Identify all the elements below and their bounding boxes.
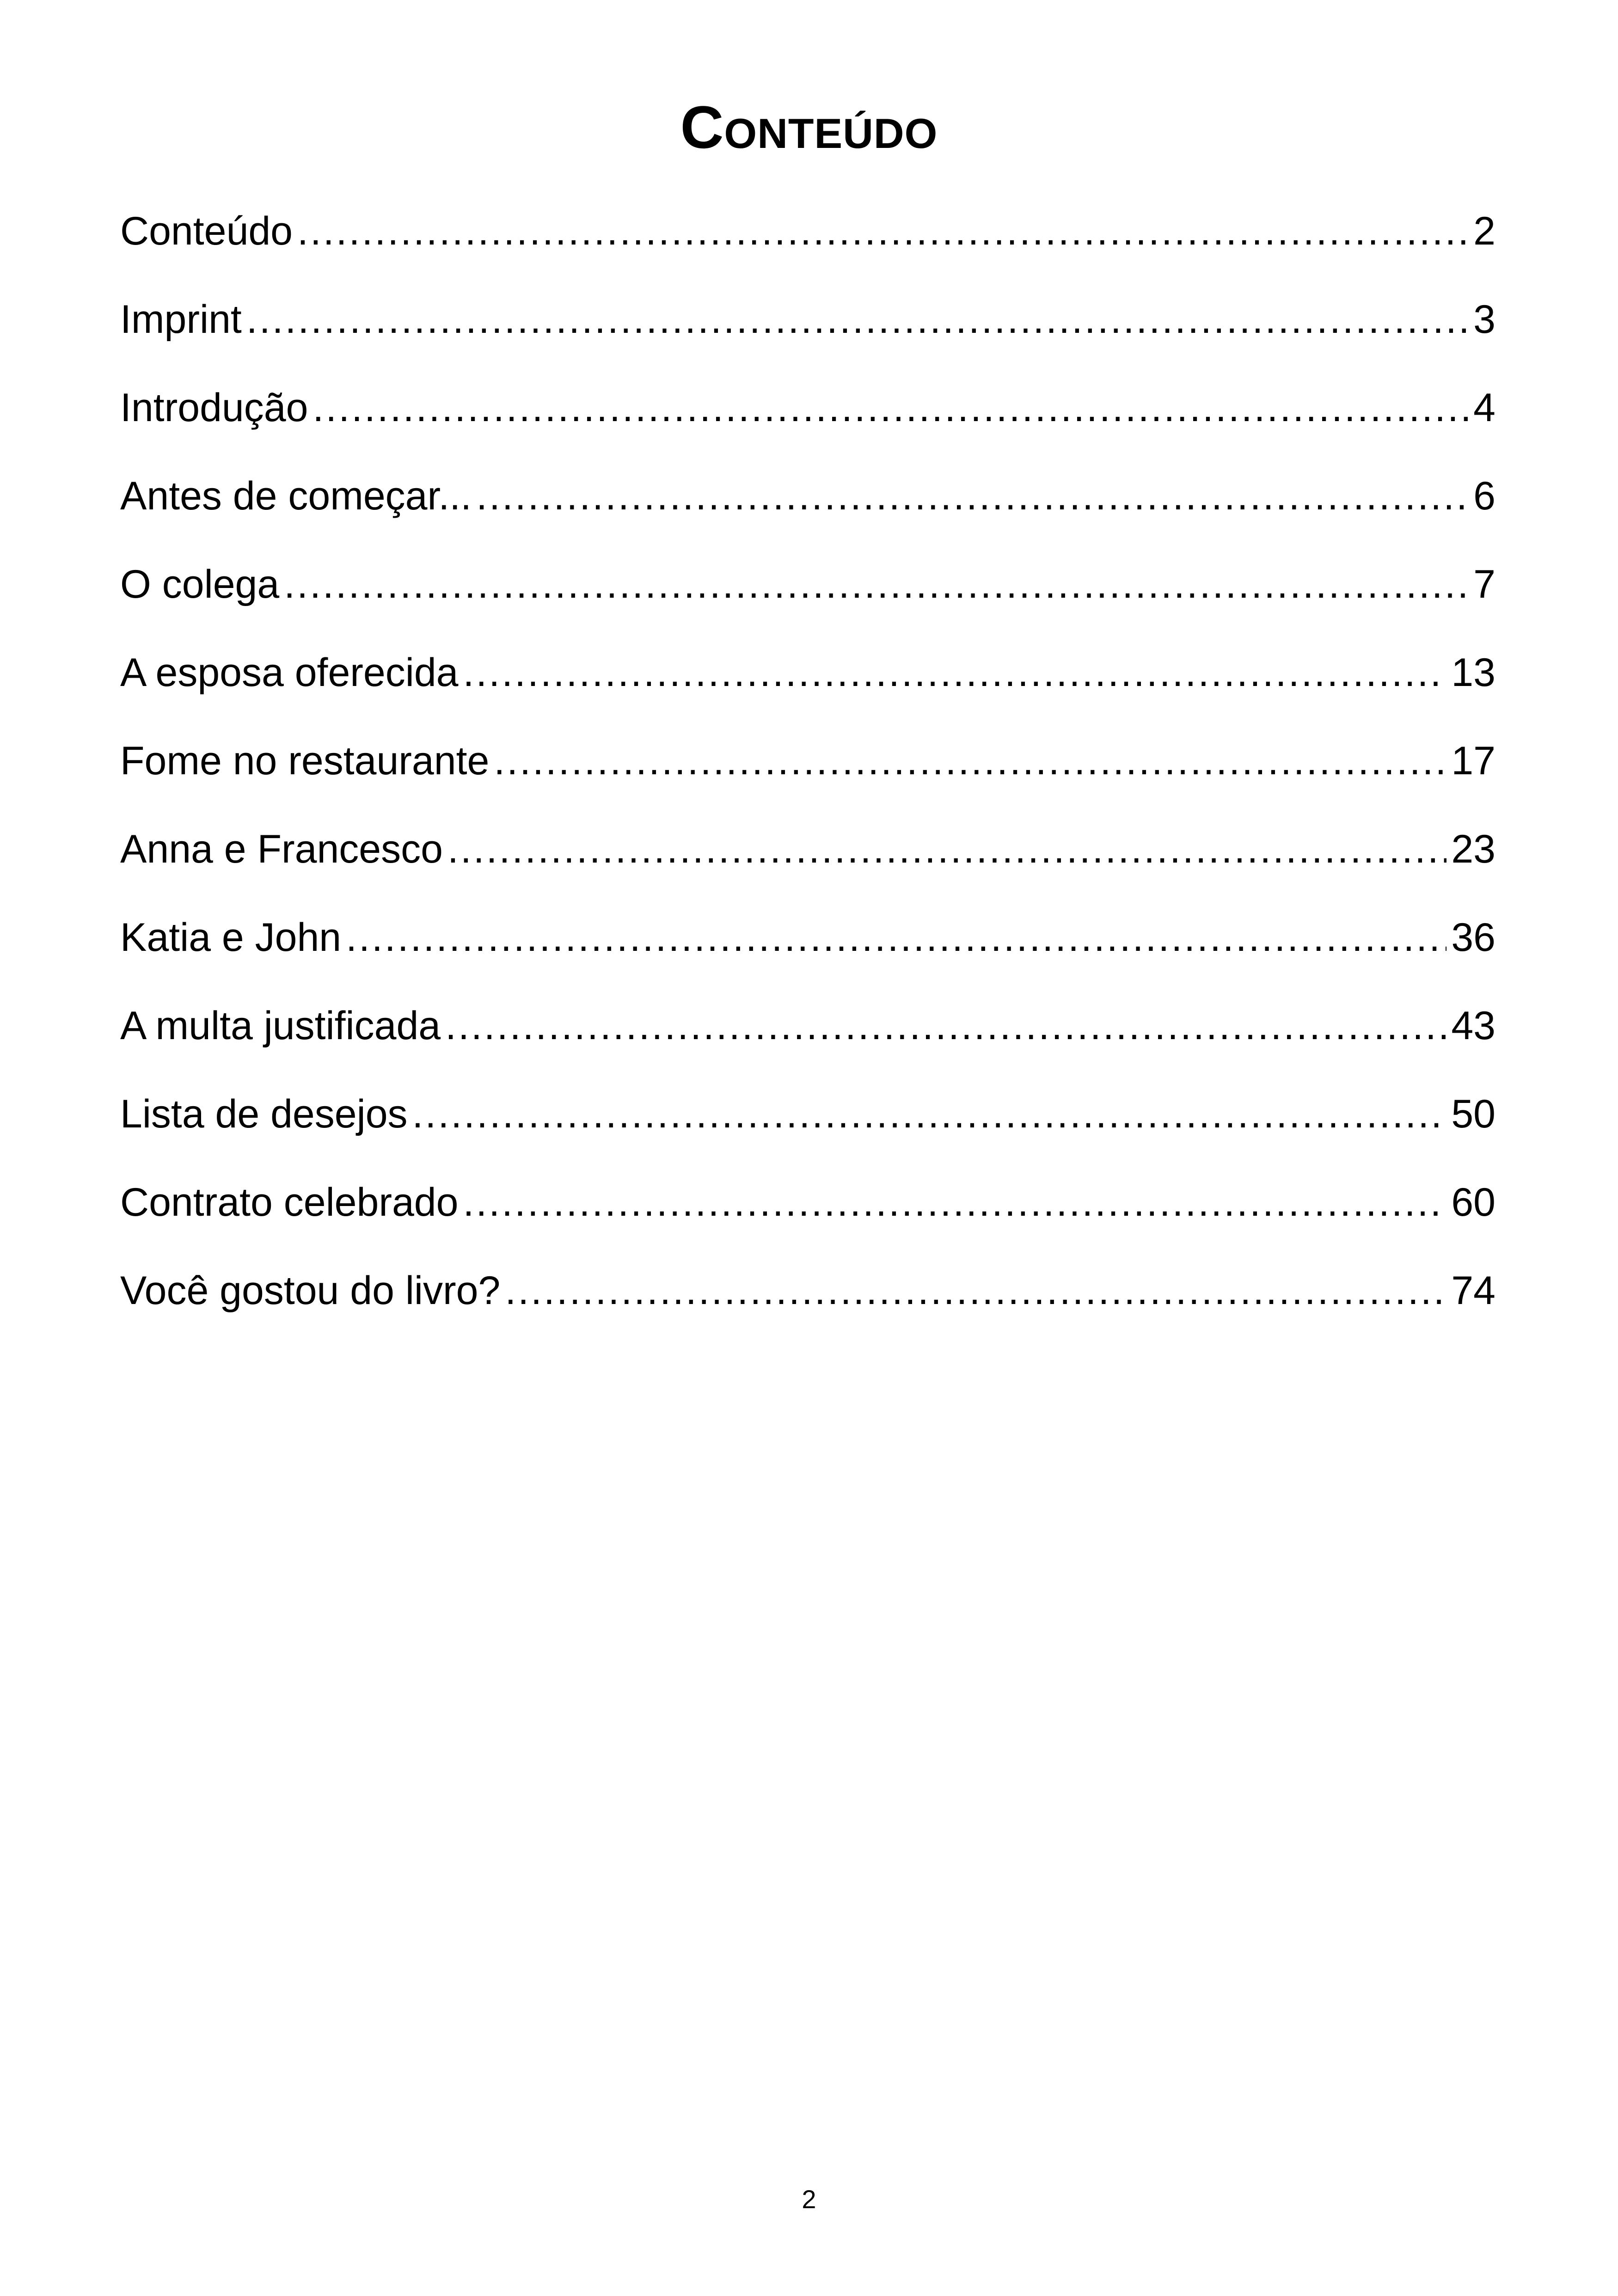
toc-entry-page: 50 [1451,1092,1495,1136]
toc-entry-page: 2 [1473,209,1495,253]
toc-dot-leader [346,900,1446,974]
toc-dot-leader [284,547,1469,621]
toc-entry-label: Introdução [120,386,308,430]
toc-entry-page: 3 [1473,297,1495,342]
toc-entry-label: Antes de começar... [120,474,472,518]
toc-entry[interactable] [120,194,1495,282]
toc-entry[interactable] [120,282,1495,371]
toc-entry-label: Katia e John [120,915,342,960]
toc-dot-leader [463,1165,1446,1239]
toc-dot-leader [476,459,1469,533]
toc-dot-leader [246,282,1469,356]
table-of-contents [120,194,1495,1342]
toc-entry-label: Lista de desejos [120,1092,408,1136]
page-title: Conteúdo [680,93,938,161]
toc-entry[interactable] [120,547,1495,636]
toc-entry-page: 74 [1451,1268,1495,1313]
toc-entry-label: Conteúdo [120,209,293,253]
toc-dot-leader [494,724,1446,798]
toc-entry-label: Fome no restaurante [120,739,490,783]
toc-entry[interactable] [120,900,1495,989]
toc-entry-page: 36 [1451,915,1495,960]
toc-entry-label: Contrato celebrado [120,1180,459,1225]
toc-entry-label: Anna e Francesco [120,827,443,871]
toc-dot-leader [297,194,1469,268]
toc-dot-leader [313,371,1469,445]
toc-dot-leader [447,812,1446,886]
toc-entry-page: 6 [1473,474,1495,518]
page-number: 2 [802,2185,816,2214]
toc-entry[interactable] [120,989,1495,1077]
toc-entry-page: 60 [1451,1180,1495,1225]
toc-dot-leader [463,636,1447,710]
toc-entry-label: Você gostou do livro? [120,1268,501,1313]
toc-entry-label: A multa justificada [120,1004,441,1048]
toc-entry[interactable] [120,636,1495,724]
toc-entry[interactable] [120,459,1495,547]
toc-entry[interactable] [120,1165,1495,1254]
toc-entry-label: A esposa oferecida [120,650,459,695]
toc-entry-label: Imprint [120,297,242,342]
toc-entry-page: 4 [1473,386,1495,430]
toc-entry[interactable] [120,1254,1495,1342]
toc-dot-leader [445,989,1446,1063]
toc-dot-leader [505,1254,1446,1328]
toc-entry-label: O colega [120,562,280,606]
toc-dot-leader [412,1077,1447,1151]
toc-entry-page: 7 [1473,562,1495,606]
toc-entry-page: 23 [1451,827,1495,871]
toc-entry[interactable] [120,1077,1495,1165]
toc-entry[interactable] [120,371,1495,459]
toc-entry-page: 43 [1451,1004,1495,1048]
toc-entry[interactable] [120,812,1495,900]
toc-entry[interactable] [120,724,1495,812]
toc-entry-page: 13 [1451,650,1495,695]
toc-entry-page: 17 [1451,739,1495,783]
